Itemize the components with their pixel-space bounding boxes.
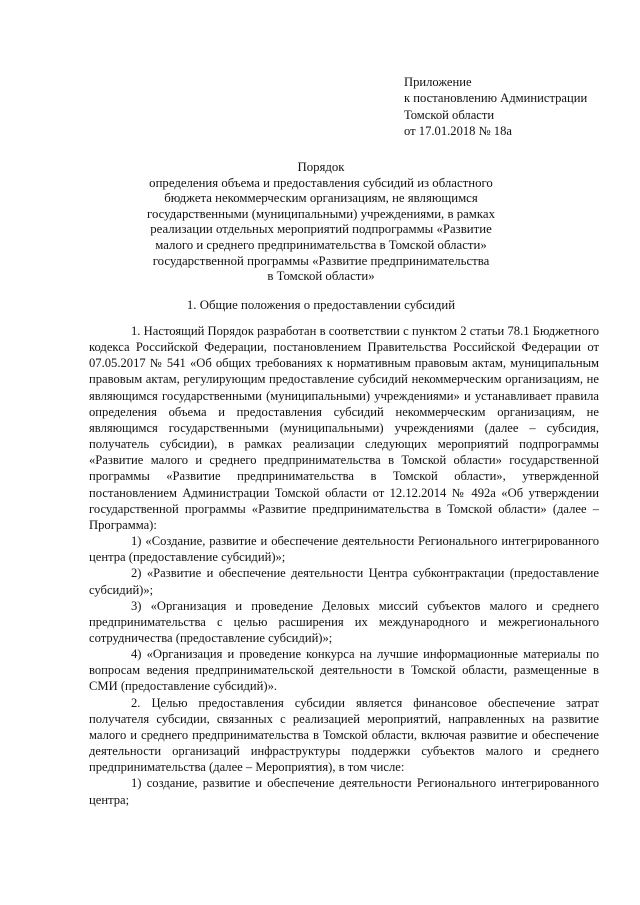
appendix-line: к постановлению Администрации bbox=[404, 91, 588, 106]
title-line: малого и среднего предпринимательства в Томской области» bbox=[155, 237, 487, 252]
paragraph: 1. Настоящий Порядок разработан в соответствии с пунктом 2 статьи 78.1 Бюджетного кодекса Российской Федерации, постановлением Правительства Российской Федерации от 07.05.2017 № 541 «Об общих требованиях к нормативным правовым актам, муниципальным правовым актам, регулирующим предоставление субсидий некоммерческим организациям, не являющимся государственными (муниципальными) учреждениями» и устанавливает правила определения объема и предоставления субсидий некоммерческим организациям, не являющимся государственными (муниципальными) учреждениями (далее – субсидия, получатель субсидии), в рамках реализации следующих мероприятий подпрограммы «Развитие малого и среднего предпринимательства в Томской области» государственной программы «Развитие предпринимательства в Томской области», утвержденной постановлением Администрации Томской области от 12.12.2014 № 492а «Об утверждении государственной программы «Развитие предпринимательства в Томской области» (далее – Программа): bbox=[89, 324, 599, 532]
section-heading: 1. Общие положения о предоставлении субсидий bbox=[186, 298, 456, 312]
title-heading: Порядок bbox=[297, 160, 345, 174]
paragraph: 2) «Развитие и обеспечение деятельности Центра субконтрактации (предоставление субсидий)»; bbox=[89, 566, 599, 597]
title-line: определения объема и предоставления субсидий из областного bbox=[149, 175, 493, 190]
appendix-block bbox=[404, 74, 587, 140]
appendix-line: Приложение bbox=[404, 75, 472, 89]
title-line: государственными (муниципальными) учреждениями, в рамках bbox=[147, 206, 495, 221]
paragraph: 3) «Организация и проведение Деловых миссий субъектов малого и среднего предпринимательства с целью расширения их международного и межрегионального сотрудничества (предоставление субсидий)»; bbox=[89, 598, 599, 645]
title-line: в Томской области» bbox=[267, 269, 375, 284]
appendix-date: от 17.01.2018 № 18а bbox=[404, 124, 512, 139]
paragraph: 1) «Создание, развитие и обеспечение деятельности Регионального интегрированного центра (предоставление субсидий)»; bbox=[89, 534, 599, 565]
title-line: реализации отдельных мероприятий подпрограммы «Развитие bbox=[150, 222, 492, 237]
title-line: государственной программы «Развитие предпринимательства bbox=[152, 253, 490, 268]
body-text bbox=[89, 323, 599, 808]
document-title bbox=[120, 160, 522, 285]
paragraph: 1) создание, развитие и обеспечение деятельности Регионального интегрированного центра; bbox=[89, 776, 599, 807]
paragraph: 2. Целью предоставления субсидии является финансовое обеспечение затрат получателя субсидии, связанных с реализацией мероприятий, направленных на развитие малого и среднего предпринимательства в Томской области, включая развитие и обеспечение деятельности организаций инфраструктуры поддержки субъектов малого и среднего предпринимательства (далее – Мероприятия), в том числе: bbox=[89, 695, 599, 775]
title-line: бюджета некоммерческим организациям, не являющимся bbox=[164, 191, 478, 206]
appendix-line: Томской области bbox=[404, 107, 495, 122]
paragraph: 4) «Организация и проведение конкурса на лучшие информационные материалы по вопросам ведения предпринимательской деятельности в Томской области, размещенные в СМИ (предоставление субсидий)». bbox=[89, 647, 599, 694]
